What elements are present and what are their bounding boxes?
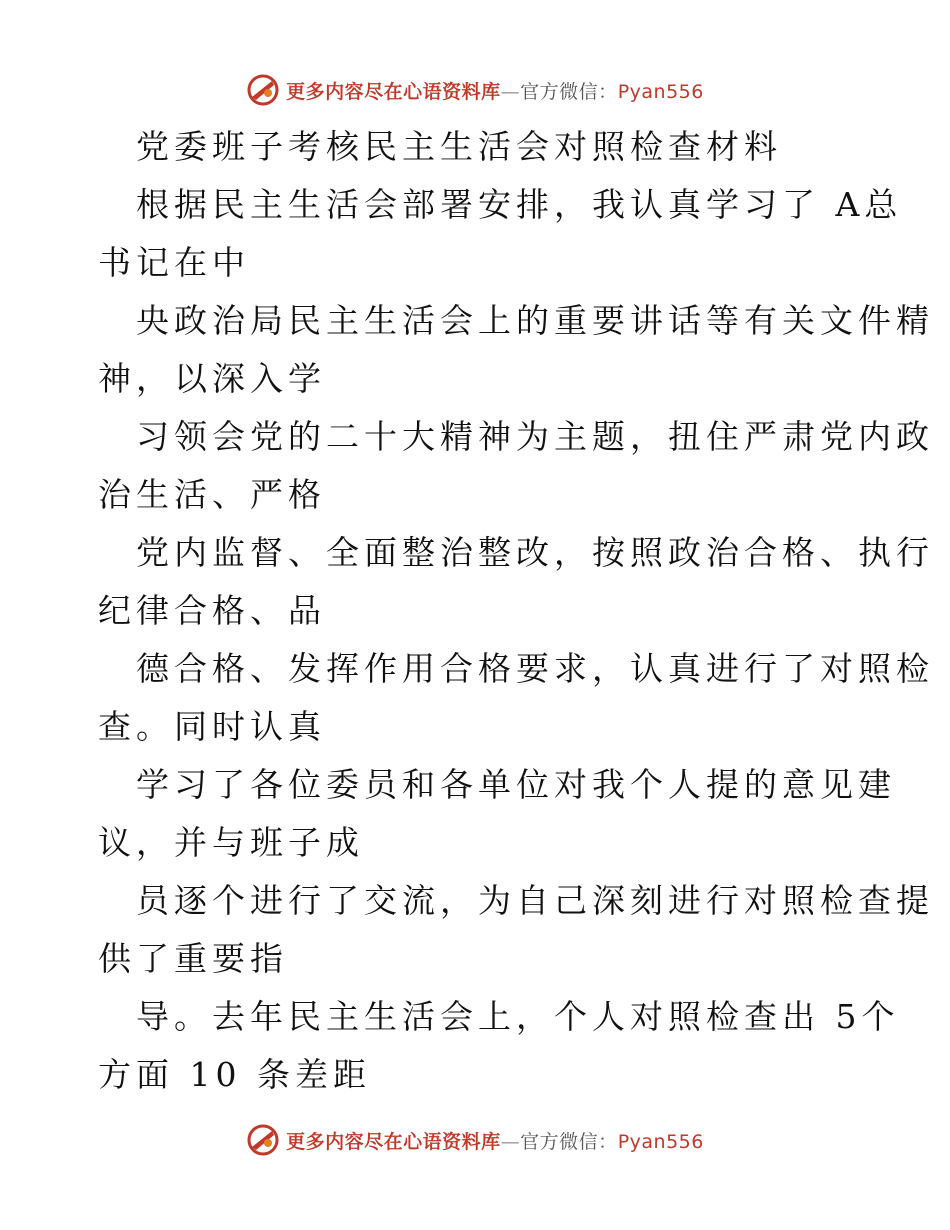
document-line: 党内监督、全面整治整改，按照政治合格、执行 xyxy=(136,533,934,572)
footer-watermark xyxy=(0,1118,950,1162)
document-line: 查。同时认真 xyxy=(98,707,326,746)
document-line: 员逐个进行了交流，为自己深刻进行对照检查提 xyxy=(136,881,934,920)
watermark-logo-icon xyxy=(246,1123,280,1157)
document-line: 书记在中 xyxy=(98,243,250,282)
watermark-text xyxy=(286,77,704,104)
document-line: 央政治局民主生活会上的重要讲话等有关文件精 xyxy=(136,301,934,340)
header-watermark xyxy=(0,68,950,112)
watermark-wechat-id: Pyan556 xyxy=(617,1130,704,1153)
watermark-wechat-id: Pyan556 xyxy=(617,80,704,103)
watermark-separator: — xyxy=(500,1130,521,1153)
watermark-wechat-label: 官方微信： xyxy=(520,1130,618,1153)
document-line: 议，并与班子成 xyxy=(98,823,364,862)
watermark-wechat-label: 官方微信： xyxy=(520,80,618,103)
document-line: 学习了各位委员和各单位对我个人提的意见建 xyxy=(136,765,896,804)
document-line: 神，以深入学 xyxy=(98,359,326,398)
document-line: 供了重要指 xyxy=(98,939,288,978)
document-line: 方面 10 条差距 xyxy=(98,1055,371,1094)
watermark-logo-icon xyxy=(246,73,280,107)
document-line: 德合格、发挥作用合格要求，认真进行了对照检 xyxy=(136,649,934,688)
watermark-text xyxy=(286,1127,704,1154)
watermark-brand: 更多内容尽在心语资料库 xyxy=(286,80,501,103)
watermark-separator: — xyxy=(500,80,521,103)
document-line: 习领会党的二十大精神为主题，扭住严肃党内政 xyxy=(136,417,934,456)
document-line: 导。去年民主生活会上，个人对照检查出 5个 xyxy=(136,997,900,1036)
document-line: 纪律合格、品 xyxy=(98,591,326,630)
watermark-brand: 更多内容尽在心语资料库 xyxy=(286,1130,501,1153)
document-line: 根据民主生活会部署安排，我认真学习了 A总 xyxy=(136,185,903,224)
document-line: 治生活、严格 xyxy=(98,475,326,514)
document-title: 党委班子考核民主生活会对照检查材料 xyxy=(136,127,782,166)
